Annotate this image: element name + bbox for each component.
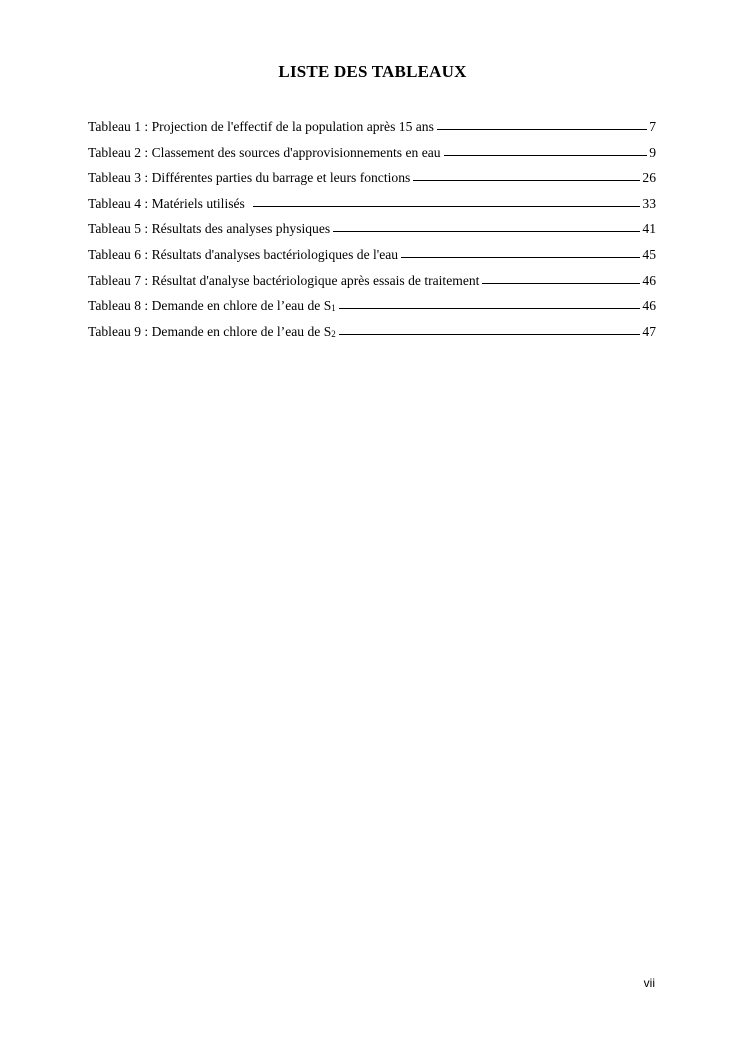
- toc-leader-line: [333, 231, 640, 232]
- toc-entry-label: Tableau 1 : Projection de l'effectif de la population après 15 ans: [88, 119, 434, 134]
- toc-entry-label: Tableau 9 : Demande en chlore de l’eau de $S_2$: [88, 323, 336, 339]
- table-of-contents: [88, 119, 656, 349]
- toc-leader-line: [401, 257, 640, 258]
- toc-leader-line: [339, 334, 641, 335]
- toc-entry-page: 46: [642, 298, 656, 314]
- toc-entry-label: Tableau 6 : Résultats d'analyses bactériologiques de l'eau: [88, 246, 399, 262]
- toc-entry-label: Tableau 5 : Résultats des analyses physiques: [88, 221, 331, 237]
- toc-entry[interactable]: [88, 145, 656, 171]
- toc-entry-page: 46: [642, 272, 656, 288]
- toc-entry[interactable]: [88, 273, 656, 299]
- toc-leader-line: [437, 129, 647, 130]
- toc-entry[interactable]: [88, 324, 656, 350]
- toc-entry-label: Tableau 2 : Classement des sources d'approvisionnements en eau: [88, 144, 441, 160]
- toc-entry-label: Tableau 8 : Demande en chlore de l’eau de $S_1$: [88, 298, 336, 314]
- toc-entry-page: 7: [649, 119, 656, 134]
- toc-entry[interactable]: [88, 170, 656, 196]
- toc-entry[interactable]: [88, 221, 656, 247]
- toc-entry-label: Tableau 7 : Résultat d'analyse bactériologique après essais de traitement: [88, 272, 480, 288]
- toc-entry-page: 9: [649, 144, 656, 160]
- toc-entry-page: 47: [642, 323, 656, 339]
- toc-leader-line: [253, 206, 641, 207]
- toc-leader-line: [413, 180, 640, 181]
- toc-entry-page: 41: [642, 221, 656, 237]
- toc-entry-label: Tableau 4 : Matériels utilisés: [88, 195, 245, 211]
- toc-leader-line: [339, 308, 641, 309]
- page-title: LISTE DES TABLEAUX: [278, 62, 467, 81]
- toc-leader-line: [482, 283, 640, 284]
- toc-entry[interactable]: [88, 298, 656, 324]
- toc-leader-line: [444, 155, 648, 156]
- page-number: vii: [643, 976, 655, 990]
- toc-entry[interactable]: [88, 119, 656, 145]
- toc-entry-label: Tableau 3 : Différentes parties du barrage et leurs fonctions: [88, 170, 411, 186]
- toc-entry-page: 33: [642, 195, 656, 211]
- toc-entry[interactable]: [88, 196, 656, 222]
- toc-entry[interactable]: [88, 247, 656, 273]
- toc-entry-page: 26: [642, 170, 656, 186]
- toc-entry-page: 45: [642, 246, 656, 262]
